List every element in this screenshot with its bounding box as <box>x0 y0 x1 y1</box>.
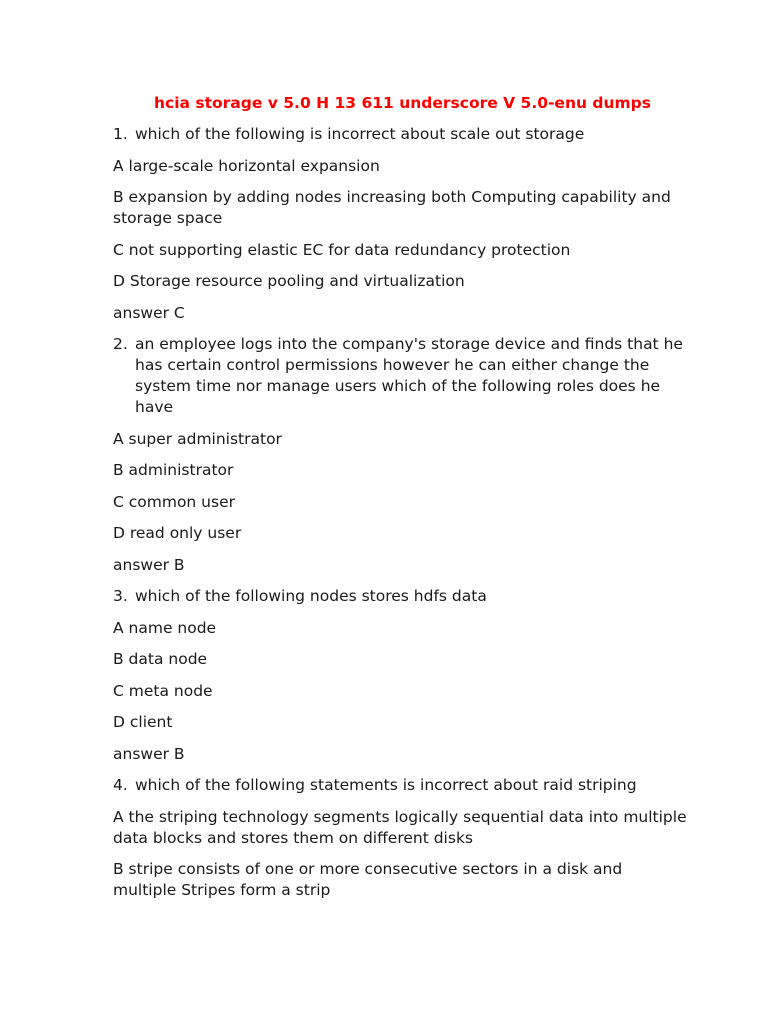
question-4 <box>113 775 688 796</box>
question-text: an employee logs into the company's storage device and finds that he has certain control permissions however he can either change the system time nor manage users which of the following roles does he have <box>135 335 683 416</box>
option-a: A the striping technology segments logically sequential data into multiple data blocks and stores them on different disks <box>113 807 687 847</box>
option-c: C meta node <box>113 681 213 700</box>
question-text: which of the following statements is incorrect about raid striping <box>135 776 637 794</box>
answer: answer B <box>113 555 185 574</box>
question-3 <box>113 586 688 607</box>
option-b: B stripe consists of one or more consecutive sectors in a disk and multiple Stripes form a strip <box>113 860 623 899</box>
option-b: B expansion by adding nodes increasing both Computing capability and storage space <box>113 188 671 227</box>
option-a: A name node <box>113 618 217 637</box>
question-number: 2. <box>113 335 128 353</box>
answer: answer B <box>113 744 185 763</box>
document-body <box>113 93 688 912</box>
option-c: C not supporting elastic EC for data redundancy protection <box>113 240 571 259</box>
option-b: B data node <box>113 650 208 668</box>
option-a: A large-scale horizontal expansion <box>113 156 380 175</box>
question-number: 1. <box>113 125 128 143</box>
document-title: hcia storage v 5.0 H 13 611 underscore V 5.0-enu dumps <box>153 94 652 112</box>
question-1 <box>113 124 688 145</box>
option-b: B administrator <box>113 461 234 479</box>
answer: answer C <box>113 303 185 322</box>
question-text: which of the following nodes stores hdfs data <box>135 587 487 605</box>
question-text: which of the following is incorrect about scale out storage <box>135 125 585 143</box>
option-d: D client <box>113 713 173 731</box>
option-d: D Storage resource pooling and virtualization <box>113 272 465 290</box>
question-2 <box>113 334 688 418</box>
option-d: D read only user <box>113 524 242 542</box>
option-a: A super administrator <box>113 429 282 448</box>
question-number: 3. <box>113 587 128 605</box>
option-c: C common user <box>113 492 235 511</box>
question-number: 4. <box>113 776 128 794</box>
